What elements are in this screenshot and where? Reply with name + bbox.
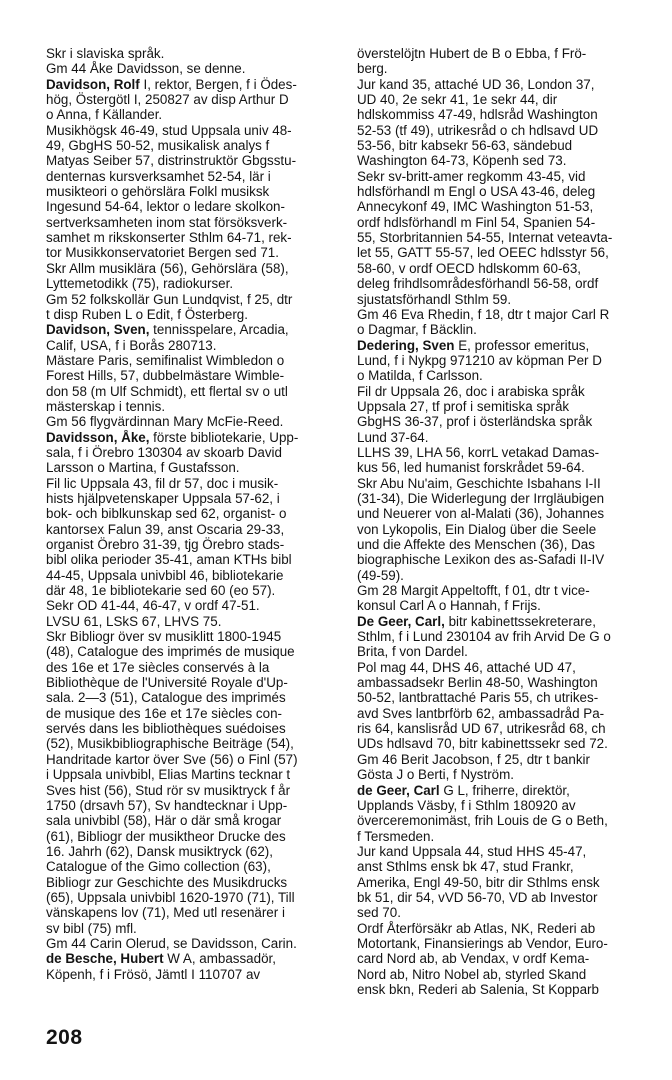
entry-line: card Nord ab, ab Vendax, v ordf Kema- — [357, 951, 590, 967]
entry-line: und die Affekte des Menschen (36), Das — [357, 537, 595, 552]
entry-line: konsul Carl A o Hannah, f Frijs. — [357, 598, 541, 614]
entry-line: Köpenh, f i Frösö, Jämtl I 110707 av — [46, 966, 261, 982]
entry-line: Motortank, Finansierings ab Vendor, Euro- — [357, 935, 608, 951]
entry — [357, 338, 647, 614]
entry-line: 1750 (drsavh 57), Sv handtecknar i Upp- — [46, 797, 288, 813]
entry — [46, 951, 336, 982]
entry-line: Annecykonf 49, IMC Washington 51-53, — [357, 199, 594, 215]
entry-line: Ordf Återförsäkr ab Atlas, NK, Rederi ab — [357, 920, 596, 936]
entry-line: Gm 44 Åke Davidsson, se denne. — [46, 61, 246, 77]
entry-line: (61), Bibliogr der musiktheor Drucke des — [46, 828, 286, 844]
entry-line: Bibliothèque de l'Université Royale d'Up- — [46, 675, 288, 691]
entry-line: Skr Allm musiklära (56), Gehörslära (58), — [46, 260, 289, 276]
entry-line: Forest Hills, 57, dubbelmästare Wimble- — [46, 368, 285, 384]
entry-headword: de Besche, Hubert — [46, 951, 164, 967]
entry-line: Handritade kartor över Sve (56) o Finl (57) — [46, 751, 298, 767]
entry-headword: Davidsson, Åke, — [46, 429, 150, 445]
entry-line: Sves hist (56), Stud rör sv musiktryck f år — [46, 782, 291, 798]
entry-line: LLHS 39, LHA 56, korrL vetakad Damas- — [357, 444, 600, 460]
entry-line: Skr i slaviska språk. — [46, 46, 165, 61]
entry-line: Mästare Paris, semifinalist Wimbledon o — [46, 352, 285, 368]
entry-line: ambassadsekr Berlin 48-50, Washington — [357, 675, 598, 691]
entry-line: f Tersmeden. — [357, 828, 435, 844]
entry-line: 52-53 (tf 49), utrikesråd o ch hdlsavd UD — [357, 122, 599, 138]
page-number: 208 — [46, 1026, 83, 1049]
entry-line: UDs hdlsavd 70, bitr kabinettssekr sed 72. — [357, 736, 608, 752]
entry-line: sed 70. — [357, 905, 401, 921]
entry-line: bk 51, dir 54, vVD 56-70, VD ab Investor — [357, 889, 598, 905]
entry-line: sala. 2—3 (51), Catalogue des imprimés — [46, 690, 286, 706]
entry-line: Calif, USA, f i Borås 280713. — [46, 337, 217, 353]
entry — [46, 46, 336, 77]
entry-line: Lund, f i Nykpg 971210 av köpman Per D — [357, 352, 602, 368]
entry-line: kantorsex Falun 39, anst Oscaria 29-33, — [46, 521, 285, 537]
entry-line: Jur kand 35, attaché UD 36, London 37, — [357, 76, 595, 92]
entry-line: Gösta J o Berti, f Nyström. — [357, 767, 515, 783]
entry-line: Sekr OD 41-44, 46-47, v ordf 47-51. — [46, 598, 260, 614]
entry-line: anst Sthlms ensk bk 47, stud Frankr, — [357, 859, 574, 875]
entry-headword: De Geer, Carl, — [357, 613, 445, 629]
entry-line: 55, Storbritannien 54-55, Internat veteavta- — [357, 230, 613, 246]
entry-line: Amerika, Engl 49-50, bitr dir Sthlms ensk — [357, 874, 600, 890]
entry-line: samhet m rikskonserter Sthlm 64-71, rek- — [46, 230, 292, 246]
entry-line-text: G L, friherre, direktör, — [439, 782, 570, 798]
entry-line: Gm 52 folkskollär Gun Lundqvist, f 25, dtr — [46, 291, 293, 307]
entry-line: hdlsförhandl m Engl o USA 43-46, deleg — [357, 184, 596, 200]
entry-line: (31-34), Die Widerlegung der Irrgläubigen — [357, 490, 605, 506]
entry-line: 58-60, v ordf OECD hdlskomm 60-63, — [357, 260, 582, 276]
entry-line: Jur kand Uppsala 44, stud HHS 45-47, — [357, 843, 587, 859]
entry-line: don 58 (m Ulf Schmidt), ett flertal sv o utl — [46, 383, 288, 399]
entry-line — [46, 430, 336, 445]
entry-line: Pol mag 44, DHS 46, attaché UD 47, — [357, 659, 576, 675]
entry — [46, 430, 336, 952]
entry-line: 44-45, Uppsala univbibl 46, bibliotekarie — [46, 567, 284, 583]
entry-line — [46, 951, 336, 966]
entry-line: hists hjälpvetenskaper Uppsala 57-62, i — [46, 490, 280, 506]
entry-line: Gm 44 Carin Olerud, se Davidsson, Carin. — [46, 935, 297, 951]
entry-line: berg. — [357, 61, 388, 77]
entry-line: vänskapens lov (71), Med utl resenärer i — [46, 905, 285, 921]
entry-line: avd Sves lantbrförb 62, ambassadråd Pa- — [357, 705, 605, 721]
entry-line: överceremonimäst, frih Louis de G o Beth, — [357, 813, 608, 829]
entry-line: Gm 46 Eva Rhedin, f 18, dtr t major Carl R — [357, 306, 610, 322]
entry-line: Uppsala 27, tf prof i semitiska språk — [357, 398, 570, 414]
entry-line: denternas kursverksamhet 52-54, lär i — [46, 168, 271, 184]
entry-line: 49, GbgHS 50-52, musikalisk analys f — [46, 138, 270, 154]
entry-line — [46, 322, 336, 337]
entry-headword: Davidson, Rolf — [46, 76, 140, 92]
entry-line: UD 40, 2e sekr 41, 1e sekr 44, dir — [357, 92, 558, 108]
entry-line: 53-56, bitr kabsekr 56-63, sändebud — [357, 138, 573, 154]
entry-line: o Anna, f Källander. — [46, 107, 163, 123]
entry-headword: de Geer, Carl — [357, 782, 440, 798]
entry — [46, 322, 336, 429]
entry-line: von Lykopolis, Ein Dialog über die Seele — [357, 521, 597, 537]
entry-line: överstelöjtn Hubert de B o Ebba, f Frö- — [357, 46, 587, 61]
entry-line-text: förste bibliotekarie, Upp- — [149, 429, 299, 445]
entry-line-text: tennisspelare, Arcadia, — [149, 322, 289, 338]
entry-line: sala univbibl (58), Här o där små krogar — [46, 813, 282, 829]
entry-line: i Uppsala univbibl, Elias Martins tecknar t — [46, 767, 291, 783]
right-column — [357, 46, 647, 997]
entry-line — [357, 338, 647, 353]
entry-line — [357, 783, 647, 798]
entry-line: und Neuerer von al-Malati (36), Johannes — [357, 506, 605, 522]
entry-line: 16. Jahrh (62), Dansk musiktryck (62), — [46, 843, 273, 859]
entry-line: hdlskommiss 47-49, hdlsråd Washington — [357, 107, 598, 123]
entry-line: Skr Bibliogr över sv musiklitt 1800-1945 — [46, 629, 282, 645]
entry-line: kus 56, led humanist forskrådet 59-64. — [357, 460, 585, 476]
entry-line: där 48, 1e bibliotekarie sed 60 (eo 57). — [46, 583, 276, 599]
entry-line: ensk bkn, Rederi ab Salenia, St Kopparb — [357, 981, 599, 997]
left-column — [46, 46, 336, 982]
entry-line: sv bibl (75) mfl. — [46, 920, 137, 936]
entry-line: LVSU 61, LSkS 67, LHVS 75. — [46, 613, 222, 629]
entry-line: sjustatsförhandl Sthlm 59. — [357, 291, 512, 307]
entry — [357, 783, 647, 998]
entry-headword: Davidson, Sven, — [46, 322, 150, 338]
entry-line: t disp Ruben L o Edit, f Österberg. — [46, 306, 248, 322]
entry-line: Sthlm, f i Lund 230104 av frih Arvid De G o — [357, 629, 611, 645]
entry-line: GbgHS 36-37, prof i österländska språk — [357, 414, 593, 430]
entry-line: (52), Musikbibliographische Beiträge (54), — [46, 736, 294, 752]
entry-line: sertverksamheten inom stat försöksverk- — [46, 214, 288, 230]
entry — [46, 77, 336, 323]
entry-line: Nord ab, Nitro Nobel ab, styrled Skand — [357, 966, 587, 982]
entry-line: o Matilda, f Carlsson. — [357, 368, 483, 384]
entry-line-text: I, rektor, Bergen, f i Ödes- — [139, 76, 297, 92]
entry-line: Fil dr Uppsala 26, doc i arabiska språk — [357, 383, 585, 399]
entry-line-text: bitr kabinettssekreterare, — [444, 613, 596, 629]
entry-line: hög, Östergötl I, 250827 av disp Arthur D — [46, 92, 289, 108]
entry-line: Sekr sv-britt-amer regkomm 43-45, vid — [357, 168, 586, 184]
entry-line — [46, 77, 336, 92]
entry-line: Larsson o Martina, f Gustafsson. — [46, 460, 240, 476]
entry-line: organist Örebro 31-39, tjg Örebro stads- — [46, 537, 285, 552]
entry-line: des 16e et 17e siècles conservés à la — [46, 659, 270, 675]
entry-line: musikteori o gehörslära Folkl musiksk — [46, 184, 270, 200]
entry-line: o Dagmar, f Bäcklin. — [357, 322, 477, 338]
entry-line: bibl olika perioder 35-41, aman KTHs bibl — [46, 552, 292, 568]
entry-line: ordf hdlsförhandl m Finl 54, Spanien 54- — [357, 214, 596, 230]
entry-line: Gm 56 flygvärdinnan Mary McFie-Reed. — [46, 414, 284, 430]
entry-line: tor Musikkonservatoriet Bergen sed 71. — [46, 245, 279, 261]
entry-line: Musikhögsk 46-49, stud Uppsala univ 48- — [46, 122, 292, 138]
entry — [357, 614, 647, 783]
entry-line: let 55, GATT 55-57, led OEEC hdlsstyr 56, — [357, 245, 609, 261]
entry-line: Fil lic Uppsala 43, fil dr 57, doc i musik- — [46, 475, 279, 491]
entry-line: Lund 37-64. — [357, 429, 429, 445]
entry-line: Matyas Seiber 57, distrinstruktör Gbgsstu- — [46, 153, 297, 169]
entry-line: Gm 46 Berit Jacobson, f 25, dtr t bankir — [357, 751, 590, 767]
entry-line: Catalogue of the Gimo collection (63), — [46, 859, 271, 875]
entry-line: 50-52, lantbrattaché Paris 55, ch utrikes- — [357, 690, 599, 706]
entry-line: Brita, f von Dardel. — [357, 644, 468, 660]
entry — [357, 46, 647, 338]
entry-line: de musique des 16e et 17e siècles con- — [46, 705, 282, 721]
entry-line: ris 64, kanslisråd UD 67, utrikesråd 68, ch — [357, 721, 606, 737]
entry-line: Skr Abu Nu'aim, Geschichte Isbahans I-II — [357, 475, 601, 491]
entry-line: sala, f i Örebro 130304 av skoarb David — [46, 444, 282, 460]
entry-line: deleg frihdlsområdesförhandl 56-58, ordf — [357, 276, 599, 292]
entry-line: (48), Catalogue des imprimés de musique — [46, 644, 295, 660]
entry-line: biographische Lexikon des as-Safadi II-IV — [357, 552, 605, 568]
entry-line-text: E, professor emeritus, — [454, 337, 590, 353]
entry-line: bok- och biblkunskap sed 62, organist- o — [46, 506, 287, 522]
entry-line: Upplands Väsby, f i Sthlm 180920 av — [357, 797, 576, 813]
entry-line — [357, 614, 647, 629]
entry-line: Washington 64-73, Köpenh sed 73. — [357, 153, 567, 169]
entry-line: servés dans les bibliothèques suédoises — [46, 721, 286, 737]
entry-line: Lyttemetodikk (75), radiokurser. — [46, 276, 234, 292]
entry-line: mästerskap i tennis. — [46, 398, 166, 414]
entry-line: (65), Uppsala univbibl 1620-1970 (71), Till — [46, 889, 295, 905]
entry-line: Ingesund 54-64, lektor o ledare skolkon- — [46, 199, 285, 215]
entry-headword: Dedering, Sven — [357, 337, 455, 353]
entry-line-text: W A, ambassadör, — [163, 951, 276, 967]
entry-line: (49-59). — [357, 567, 404, 583]
entry-line: Bibliogr zur Geschichte des Musikdrucks — [46, 874, 288, 890]
entry-line: Gm 28 Margit Appeltofft, f 01, dtr t vice- — [357, 583, 590, 599]
